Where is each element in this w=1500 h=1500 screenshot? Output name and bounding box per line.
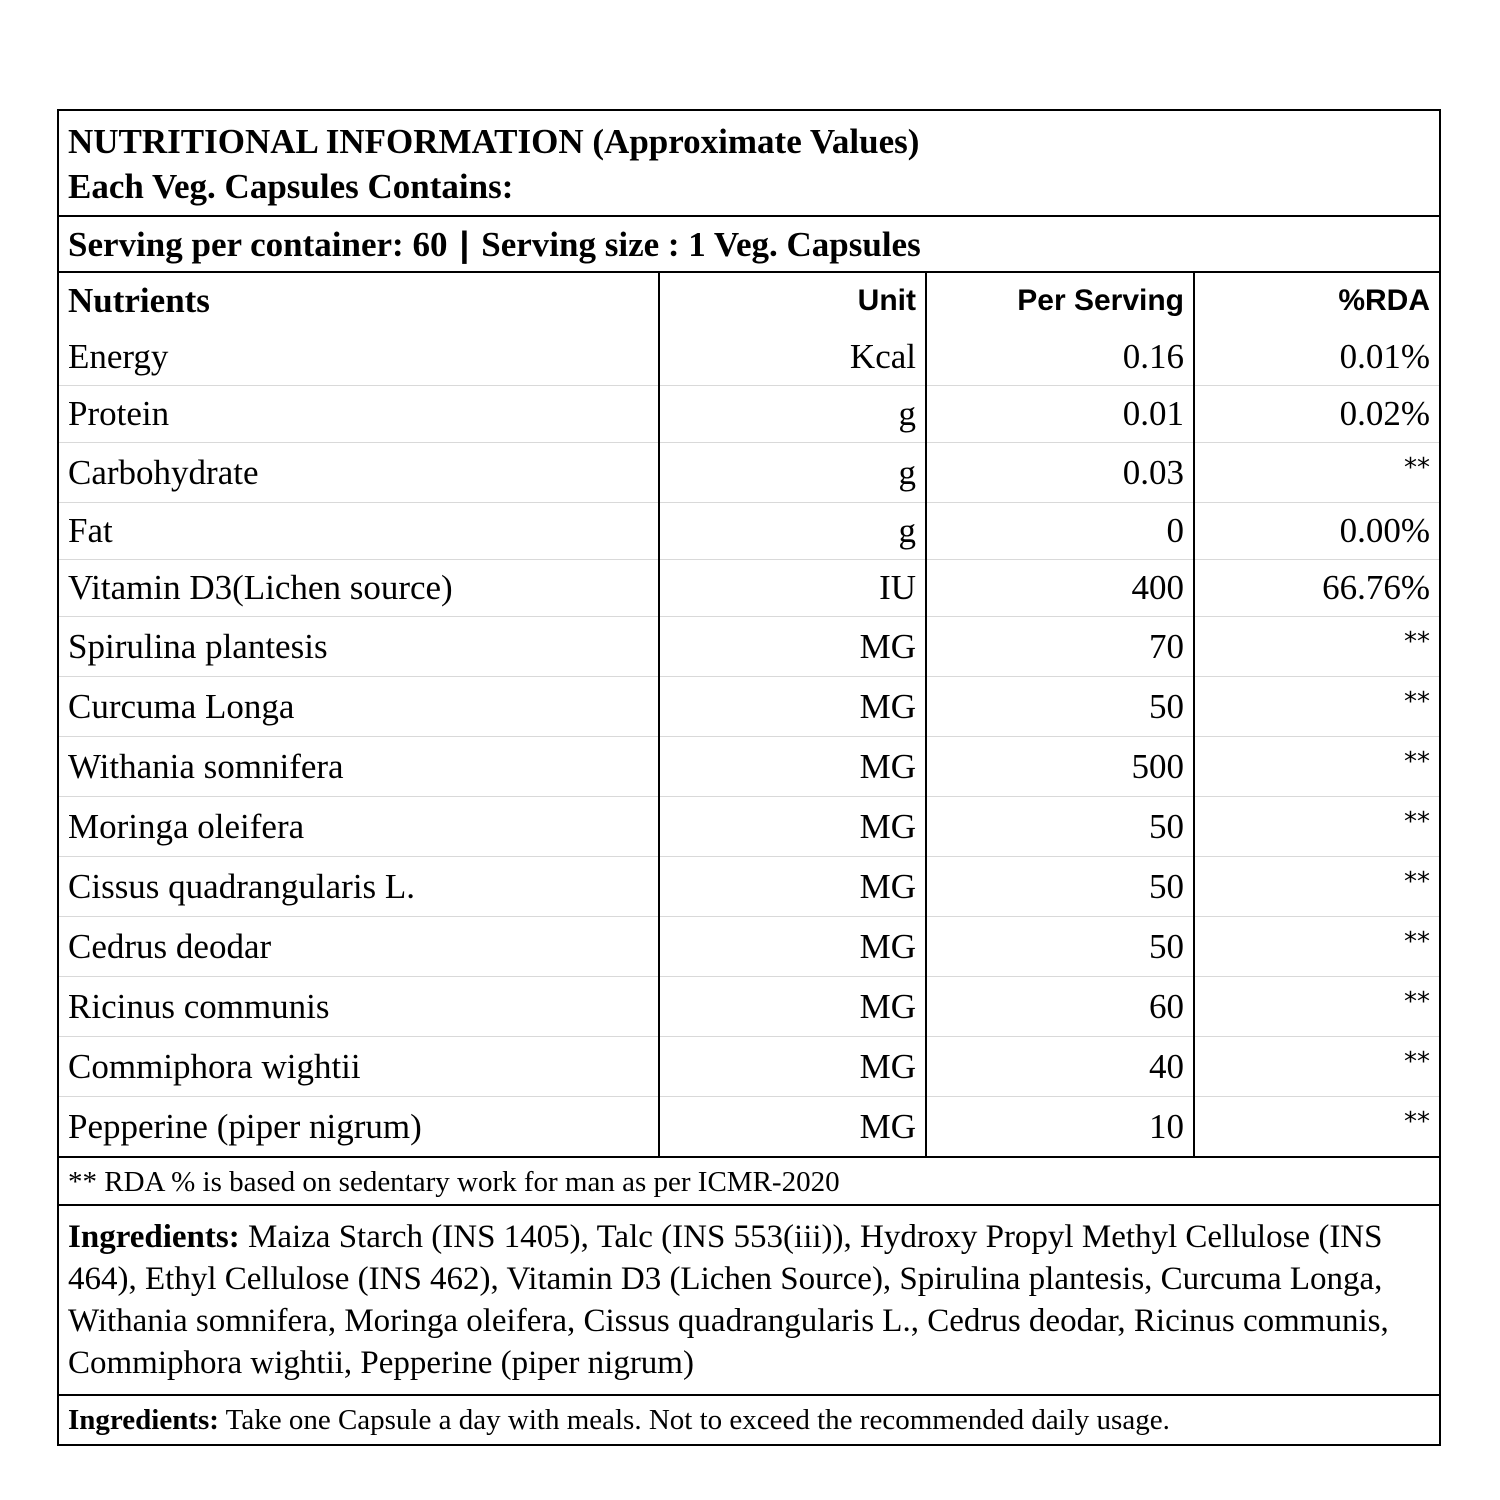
rda-stars: **	[1404, 1107, 1430, 1137]
table-row	[59, 560, 1439, 617]
nutrient-unit: MG	[659, 977, 926, 1037]
nutrient-name: Vitamin D3(Lichen source)	[59, 560, 659, 617]
nutrient-name: Ricinus communis	[59, 977, 659, 1037]
nutrient-rda: 66.76%	[1322, 568, 1430, 607]
table-row	[59, 386, 1439, 443]
rda-stars: **	[1404, 747, 1430, 777]
table-row	[59, 797, 1439, 857]
table-row	[59, 677, 1439, 737]
nutrient-unit: MG	[659, 917, 926, 977]
nutrient-unit: MG	[659, 857, 926, 917]
nutrient-name: Pepperine (piper nigrum)	[59, 1097, 659, 1157]
nutrient-unit: MG	[659, 737, 926, 797]
rda-stars: **	[1404, 627, 1430, 657]
nutrient-unit: g	[659, 443, 926, 503]
nutrient-rda: 0.00%	[1339, 511, 1430, 550]
nutrient-per-serving: 400	[926, 560, 1194, 617]
label-subtitle: Each Veg. Capsules Contains:	[68, 167, 514, 206]
rda-stars: **	[1404, 1047, 1430, 1077]
nutrient-name: Curcuma Longa	[59, 677, 659, 737]
rda-stars: **	[1404, 807, 1430, 837]
nutrient-unit: g	[659, 386, 926, 443]
header-unit: Unit	[659, 273, 926, 329]
nutrition-label	[57, 109, 1441, 1446]
nutrient-per-serving: 50	[926, 677, 1194, 737]
table-row	[59, 857, 1439, 917]
directions-label: Ingredients:	[68, 1404, 219, 1436]
table-row	[59, 329, 1439, 386]
nutrient-name: Commiphora wightii	[59, 1037, 659, 1097]
nutrient-unit: MG	[659, 1097, 926, 1157]
nutrient-unit: g	[659, 503, 926, 560]
nutrient-per-serving: 10	[926, 1097, 1194, 1157]
rda-footnote: ** RDA % is based on sedentary work for man as per ICMR-2020	[59, 1158, 1439, 1206]
nutrient-name: Energy	[59, 329, 659, 386]
serving-info	[59, 217, 1439, 273]
nutrient-name: Protein	[59, 386, 659, 443]
table-row	[59, 443, 1439, 503]
nutrient-rda	[1194, 1097, 1439, 1157]
nutrient-per-serving: 60	[926, 977, 1194, 1037]
rda-stars: **	[1404, 453, 1430, 483]
nutrient-unit: IU	[659, 560, 926, 617]
nutrient-rda	[1194, 857, 1439, 917]
nutrient-name: Fat	[59, 503, 659, 560]
nutrient-name: Carbohydrate	[59, 443, 659, 503]
serving-separator: |	[459, 225, 470, 264]
nutrient-table-section	[59, 273, 1439, 1158]
nutrient-rda	[1194, 677, 1439, 737]
header-per-serving: Per Serving	[926, 273, 1194, 329]
nutrient-per-serving: 40	[926, 1037, 1194, 1097]
header-rda: %RDA	[1338, 284, 1430, 317]
nutrient-unit: MG	[659, 677, 926, 737]
nutrient-rda	[1194, 917, 1439, 977]
directions-section	[59, 1396, 1439, 1444]
label-title: NUTRITIONAL INFORMATION (Approximate Values)	[68, 122, 920, 161]
nutrient-name: Spirulina plantesis	[59, 617, 659, 677]
rda-stars: **	[1404, 987, 1430, 1017]
nutrient-table	[59, 273, 1439, 1156]
nutrient-per-serving: 50	[926, 857, 1194, 917]
table-header-row	[59, 273, 1439, 329]
rda-stars: **	[1404, 927, 1430, 957]
nutrient-rda: 0.01%	[1339, 337, 1430, 376]
nutrient-per-serving: 0.01	[926, 386, 1194, 443]
nutrient-rda	[1194, 1037, 1439, 1097]
nutrient-per-serving: 70	[926, 617, 1194, 677]
nutrient-rda	[1194, 977, 1439, 1037]
table-row	[59, 503, 1439, 560]
nutrient-name: Cissus quadrangularis L.	[59, 857, 659, 917]
nutrient-name: Moringa oleifera	[59, 797, 659, 857]
nutrient-rda: 0.02%	[1339, 394, 1430, 433]
nutrient-rda	[1194, 737, 1439, 797]
nutrient-rda	[1194, 797, 1439, 857]
header-nutrients: Nutrients	[59, 273, 659, 329]
nutrient-unit: Kcal	[659, 329, 926, 386]
rda-stars: **	[1404, 867, 1430, 897]
nutrient-name: Cedrus deodar	[59, 917, 659, 977]
table-row	[59, 1097, 1439, 1157]
nutrient-per-serving: 50	[926, 917, 1194, 977]
table-row	[59, 977, 1439, 1037]
nutrient-per-serving: 0.16	[926, 329, 1194, 386]
nutrient-per-serving: 50	[926, 797, 1194, 857]
table-row	[59, 737, 1439, 797]
table-row	[59, 617, 1439, 677]
nutrient-per-serving: 0	[926, 503, 1194, 560]
directions-text: Take one Capsule a day with meals. Not to exceed the recommended daily usage.	[225, 1404, 1170, 1436]
nutrient-rda	[1194, 617, 1439, 677]
nutrient-rda	[1194, 443, 1439, 503]
nutrient-name: Withania somnifera	[59, 737, 659, 797]
ingredients-label: Ingredients:	[68, 1219, 240, 1255]
nutrient-unit: MG	[659, 797, 926, 857]
ingredients-text: Maiza Starch (INS 1405), Talc (INS 553(iii)), Hydroxy Propyl Methyl Cellulose (INS 464), Ethyl Cellulose (INS 462), Vitamin D3 (Lichen Source), Spirulina plantesis, Curcuma Longa, Withania somnifera, Moringa oleifera, Cissus quadrangularis L., Cedrus deodar, Ricinus communis, Commiphora wightii, Pepperine (piper nigrum)	[68, 1219, 1389, 1381]
nutrient-unit: MG	[659, 1037, 926, 1097]
nutrient-per-serving: 500	[926, 737, 1194, 797]
serving-per-container: Serving per container: 60	[68, 225, 448, 264]
nutrient-unit: MG	[659, 617, 926, 677]
nutrient-per-serving: 0.03	[926, 443, 1194, 503]
rda-stars: **	[1404, 687, 1430, 717]
label-header	[59, 111, 1439, 217]
table-row	[59, 1037, 1439, 1097]
serving-size: Serving size : 1 Veg. Capsules	[481, 225, 921, 264]
ingredients-section	[59, 1206, 1439, 1396]
table-row	[59, 917, 1439, 977]
